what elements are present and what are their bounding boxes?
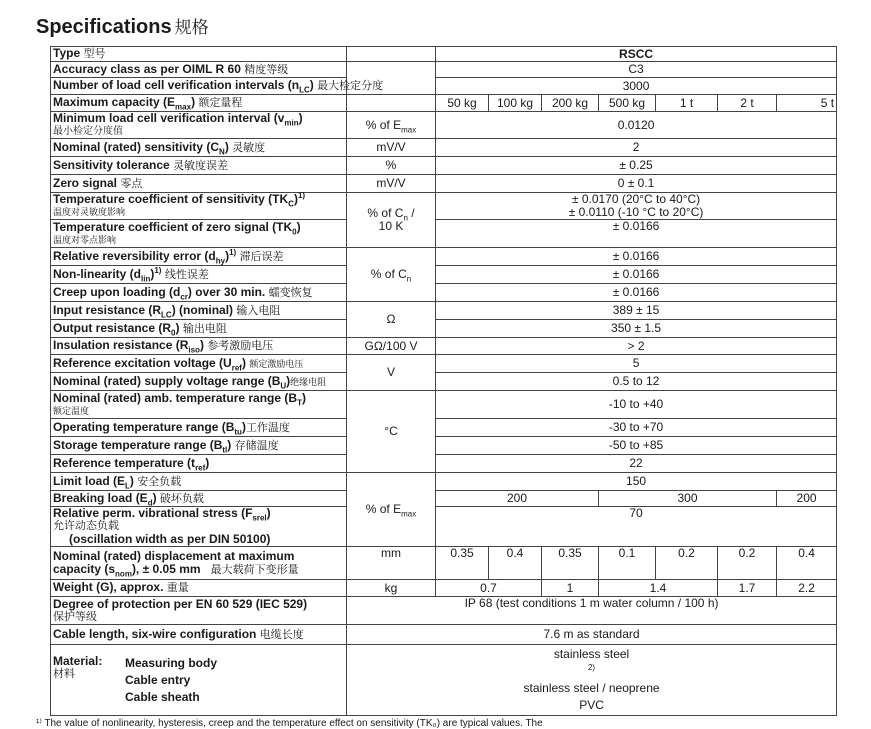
value-rlc: 389 ± 15 (436, 302, 837, 320)
param-fsrel: Relative perm. vibrational stress $(F_{srel})$ 允许动态负载 (oscillation width as per DIN 50100) (51, 507, 347, 547)
param-nlc: Number of load cell verification intervals $(n_{LC})$ 最大检定分度 (51, 78, 347, 95)
value-btu: -30 to +70 (436, 419, 837, 437)
table-row (51, 419, 837, 437)
param-accuracy: Accuracy class as per OIML R 60 精度等级 (51, 62, 347, 78)
value-bt: -10 to +40 (436, 391, 837, 419)
value-riso: > 2 (436, 338, 837, 355)
param-type: Type 型号 (51, 47, 347, 62)
param-rlc: Input resistance $(R_{LC})$ (nominal) 输入电阻 (51, 302, 347, 320)
table-row (51, 597, 837, 625)
table-row (51, 47, 837, 62)
param-ip: Degree of protection per EN 60 529 (IEC 529) 保护等级 (51, 597, 347, 625)
value-tk0: ± 0.0166 (436, 220, 837, 248)
table-row (51, 391, 837, 419)
capacity-cell: 100 kg (489, 95, 542, 112)
unit-errors: % of $C_n$ (347, 248, 436, 302)
param-r0: Output resistance $(R_0)$ 输出电阻 (51, 320, 347, 338)
param-vmin: Minimum load cell verification interval $(v_{min})$ 最小检定分度值 (51, 112, 347, 139)
value-cable: 7.6 m as standard (347, 625, 837, 645)
param-material: Material: 材料 Measuring body Cable entry Cable sheath (51, 645, 347, 716)
unit-tkc: % of $C_n$ / 10 K (347, 193, 436, 248)
material-item: Measuring body (125, 655, 218, 670)
unit-snom: mm (347, 547, 436, 580)
table-row (51, 547, 837, 580)
param-dcr: Creep upon loading $(d_{cr})$ over 30 min. 蠕变恢复 (51, 284, 347, 302)
unit-cell (347, 47, 436, 62)
value-dlin: ± 0.0166 (436, 266, 837, 284)
table-row (51, 455, 837, 473)
table-row (51, 625, 837, 645)
specifications-table (50, 46, 837, 716)
material-item: Cable entry (125, 672, 191, 687)
param-snom: Nominal (rated) displacement at maximum capacity $(s_{nom})$, ± 0.05 mm 最大载荷下变形量 (51, 547, 347, 580)
value-fsrel: 70 (436, 507, 837, 547)
value-ed: 300 (599, 491, 777, 507)
capacity-cell: 1 t (656, 95, 718, 112)
snom-cell: 0.35 (436, 547, 489, 580)
table-row (51, 175, 837, 193)
unit-emax: % of $E_{max}$ (347, 473, 436, 547)
param-dhy: Relative reversibility error $(d_{hy})^{1)}$ 滞后误差 (51, 248, 347, 266)
snom-cell: 0.2 (718, 547, 777, 580)
param-bt: Nominal (rated) amb. temperature range $(B_T)$ 额定温度 (51, 391, 347, 419)
weight-cell: 1 (542, 580, 599, 597)
weight-cell: 0.7 (436, 580, 542, 597)
material-value: PVC (579, 698, 604, 712)
param-cn: Nominal (rated) sensitivity $(C_N)$ 灵敏度 (51, 139, 347, 157)
weight-cell: 2.2 (777, 580, 837, 597)
table-row (51, 473, 837, 491)
value-dhy: ± 0.0166 (436, 248, 837, 266)
page-title (36, 13, 209, 39)
value-cn: 2 (436, 139, 837, 157)
table-row (51, 139, 837, 157)
table-row (51, 437, 837, 455)
param-btl: Storage temperature range $(B_{tl})$ 存储温度 (51, 437, 347, 455)
capacity-cell: 200 kg (542, 95, 599, 112)
value-btl: -50 to +85 (436, 437, 837, 455)
param-tref: Reference temperature $(t_{ref})$ (51, 455, 347, 473)
value-zero: 0 ± 0.1 (436, 175, 837, 193)
table-row (51, 193, 837, 220)
capacity-cell: 5 t (777, 95, 837, 112)
unit-cn: mV/V (347, 139, 436, 157)
unit-zero: mV/V (347, 175, 436, 193)
unit-riso: GΩ/100 V (347, 338, 436, 355)
capacity-cell: 2 t (718, 95, 777, 112)
value-accuracy: C3 (436, 62, 837, 78)
capacity-cell: 500 kg (599, 95, 656, 112)
value-type: RSCC (436, 47, 837, 62)
table-row (51, 580, 837, 597)
table-row (51, 248, 837, 266)
param-tkc: Temperature coefficient of sensitivity $(TK_C)^{1)}$ 温度对灵敏度影响 (51, 193, 347, 220)
param-tolerance: Sensitivity tolerance 灵敏度误差 (51, 157, 347, 175)
table-row (51, 302, 837, 320)
value-dcr: ± 0.0166 (436, 284, 837, 302)
snom-cell: 0.35 (542, 547, 599, 580)
value-tkc: ± 0.0170 (20°C to 40°C) ± 0.0110 (-10 °C to 20°C) (436, 193, 837, 220)
table-row (51, 355, 837, 373)
unit-ohm: Ω (347, 302, 436, 338)
table-row (51, 507, 837, 547)
table-row (51, 157, 837, 175)
table-row (51, 220, 837, 248)
table-row (51, 112, 837, 139)
table-row (51, 78, 837, 95)
param-emax: Maximum capacity $(E_{max})$ 额定量程 (51, 95, 347, 112)
snom-cell: 0.4 (777, 547, 837, 580)
capacity-cell: 50 kg (436, 95, 489, 112)
param-uref: Reference excitation voltage $(U_{ref})$ 额定激励电压 (51, 355, 347, 373)
param-riso: Insulation resistance $(R_{iso})$ 参考激励电压 (51, 338, 347, 355)
value-vmin: 0.0120 (436, 112, 837, 139)
value-ed: 200 (436, 491, 599, 507)
table-row (51, 95, 837, 112)
table-row (51, 373, 837, 391)
snom-cell: 0.2 (656, 547, 718, 580)
table-row (51, 645, 837, 716)
value-el: 150 (436, 473, 837, 491)
value-r0: 350 ± 1.5 (436, 320, 837, 338)
table-row (51, 491, 837, 507)
table-row (51, 338, 837, 355)
unit-vmin: % of $E_{max}$ (347, 112, 436, 139)
table-row (51, 284, 837, 302)
material-item: Cable sheath (125, 689, 200, 704)
unit-tolerance: % (347, 157, 436, 175)
param-bu: Nominal (rated) supply voltage range $(B_U)$绝缘电阻 (51, 373, 347, 391)
value-ed: 200 (777, 491, 837, 507)
param-cable: Cable length, six-wire configuration 电缆长度 (51, 625, 347, 645)
table-row (51, 320, 837, 338)
value-material (347, 645, 837, 716)
unit-weight: kg (347, 580, 436, 597)
param-el: Limit load $(E_L)$ 安全负载 (51, 473, 347, 491)
weight-cell: 1.7 (718, 580, 777, 597)
value-tolerance: ± 0.25 (436, 157, 837, 175)
snom-cell: 0.4 (489, 547, 542, 580)
value-tref: 22 (436, 455, 837, 473)
value-uref: 5 (436, 355, 837, 373)
unit-cell (347, 95, 436, 112)
page-title-en: Specifications (36, 16, 172, 38)
material-value: stainless steel $^{2)}$ (553, 647, 630, 672)
material-value: stainless steel / neoprene (523, 681, 660, 695)
unit-degc: °C (347, 391, 436, 473)
value-nlc: 3000 (436, 78, 837, 95)
param-zero: Zero signal 零点 (51, 175, 347, 193)
weight-cell: 1.4 (599, 580, 718, 597)
param-ed: Breaking load $(E_d)$ 破坏负载 (51, 491, 347, 507)
table-row (51, 62, 837, 78)
param-tk0: Temperature coefficient of zero signal $(TK_0)$ 温度对零点影响 (51, 220, 347, 248)
value-bu: 0.5 to 12 (436, 373, 837, 391)
page-title-cn: 规格 (174, 18, 209, 37)
table-row (51, 266, 837, 284)
footnote: ¹⁾ The value of nonlinearity, hysteresis, creep and the temperature effect on sensitivity (TK₀) are typical values. The (36, 718, 543, 729)
value-ip: IP 68 (test conditions 1 m water column / 100 h) (347, 597, 837, 625)
param-dlin: Non-linearity $(d_{lin})^{1)}$ 线性误差 (51, 266, 347, 284)
param-weight: Weight (G), approx. 重量 (51, 580, 347, 597)
unit-volt: V (347, 355, 436, 391)
snom-cell: 0.1 (599, 547, 656, 580)
param-btu: Operating temperature range $(B_{tu})$工作温度 (51, 419, 347, 437)
